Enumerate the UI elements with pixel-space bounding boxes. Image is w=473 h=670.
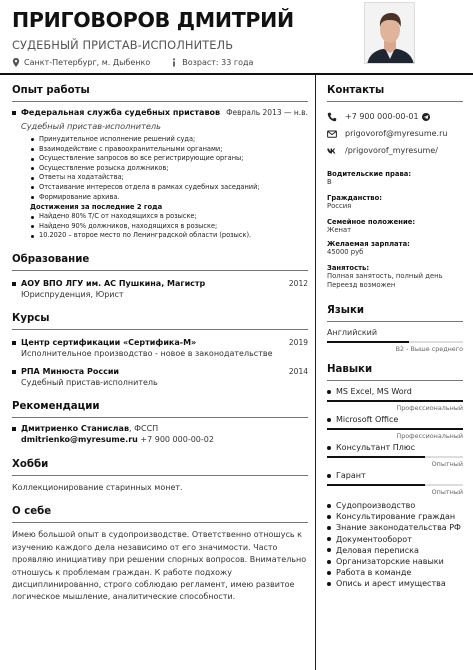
about-text: Имею большой опыт в судопроизводстве. Ответственно отношусь к изучению каждого дела независимо от его значимости. Часто проявляю инициативу при решении спорных вопросов. Внимательно отношусь к проблемам граждан. К работе подхожу дисциплинированно, строго соблюдаю регламент, имею развитое логическое мышление, аналитические способности. (12, 530, 307, 602)
achievements-heading: Достижения за последние 2 года (30, 203, 163, 212)
header-divider (0, 73, 473, 75)
language-level-bar (327, 341, 463, 343)
skill-name: Microsoft Office (327, 415, 463, 424)
specialty: Юриспруденция, Юрист (21, 289, 124, 299)
skill-level: Опытный (431, 488, 463, 496)
license-label: Водительские права: (327, 170, 412, 178)
employment-dates: Февраль 2013 — н.в. (226, 108, 308, 117)
section-title-about: О себе (12, 506, 308, 523)
location-text: Санкт-Петербург, м. Дыбенко (24, 58, 151, 67)
email-link[interactable]: prigovorof@myresume.ru (345, 129, 448, 138)
level-fill (327, 428, 463, 430)
course-year: 2014 (288, 366, 308, 376)
section-title-recommendations: Рекомендации (12, 401, 308, 418)
list-item: Принудительное исполнение решений суда; (30, 135, 308, 145)
salary-label: Желаемая зарплата: (327, 240, 410, 248)
employer-name: Федеральная служба судебных приставов (12, 108, 220, 117)
section-title-languages: Языки (327, 305, 463, 322)
list-item: Документооборот (327, 534, 463, 545)
recommendations-section (12, 401, 308, 444)
list-item: Отстаивание интересов отдела в рамках судебных заседаний; (30, 183, 308, 193)
section-title-education: Образование (12, 254, 308, 271)
skills-section (327, 364, 463, 590)
citizenship-value: Россия (327, 202, 352, 210)
age-text: Возраст: 33 года (182, 58, 254, 67)
skill-name: Гарант (327, 471, 463, 480)
course-year: 2019 (288, 337, 308, 347)
section-title-experience: Опыт работы (12, 85, 308, 102)
vk-icon (327, 146, 337, 156)
course-name: РПА Минюста России (12, 367, 119, 376)
about-section (12, 506, 308, 603)
profile-photo (364, 2, 415, 64)
skill-level-bar (327, 456, 463, 458)
resume-header (12, 6, 362, 67)
school-name: АОУ ВПО ЛГУ им. АС Пушкина, Магистр (12, 279, 205, 288)
list-item: Деловая переписка (327, 545, 463, 556)
recommender-org: , ФССП (129, 423, 159, 433)
contact-phone (327, 111, 463, 122)
language-name: Английский (327, 328, 378, 337)
level-fill (327, 341, 409, 343)
list-item: Знание законодательства РФ (327, 522, 463, 533)
skill-level: Опытный (431, 460, 463, 468)
graduation-year: 2012 (288, 278, 308, 288)
recommender-phone: +7 900 000-00-02 (140, 434, 214, 444)
skill-name: Консультант Плюс (327, 443, 463, 452)
experience-section (12, 85, 308, 241)
list-item: Работа в команде (327, 567, 463, 578)
list-item: Взаимодействие с правоохранительными органами; (30, 145, 308, 155)
section-title-skills: Навыки (327, 364, 463, 381)
skill-level-bar (327, 484, 463, 486)
course-desc: Судебный пристав-исполнитель (21, 377, 158, 387)
level-fill (327, 456, 425, 458)
vk-link[interactable]: /prigovorof_myresume/ (345, 146, 438, 155)
languages-section (327, 305, 463, 353)
recommender-email[interactable]: dmitrienko@myresume.ru (21, 434, 138, 444)
skill-level: Профессиональный (396, 432, 463, 440)
education-section (12, 254, 308, 299)
sidebar-column (327, 85, 463, 590)
column-divider (315, 75, 316, 670)
skill-level-bar (327, 428, 463, 430)
citizenship-label: Гражданство: (327, 194, 382, 202)
recommender-name: Дмитриенко Станислав (12, 424, 129, 433)
list-item: Найдено 90% должников, находящихся в розыске; (30, 222, 308, 232)
section-title-contacts: Контакты (327, 85, 463, 102)
skill-name: MS Excel, MS Word (327, 387, 463, 396)
list-item: Организаторские навыки (327, 556, 463, 567)
job-role: Судебный пристав-исполнитель (21, 121, 161, 131)
list-item: Консультирование граждан (327, 511, 463, 522)
section-title-hobby: Хобби (12, 459, 308, 476)
salary-value: 45000 руб (327, 248, 364, 256)
list-item: Судопроизводство (327, 500, 463, 511)
location-pin-icon (12, 58, 20, 67)
contact-vk (327, 145, 463, 156)
marital-label: Семейное положение: (327, 218, 416, 226)
employment-label: Занятость: (327, 264, 370, 272)
employment-value: Полная занятость, полный день (327, 272, 443, 280)
hobby-section (12, 459, 308, 494)
other-skills-list (327, 500, 463, 590)
duties-list (30, 135, 308, 202)
relocation-value: Переезд возможен (327, 281, 396, 289)
course-name: Центр сертификации «Сертифика-М» (12, 338, 196, 347)
contact-email (327, 128, 463, 139)
personal-meta (12, 58, 362, 67)
list-item: Осуществление запросов во все регистрирующие органы; (30, 154, 308, 164)
list-item: 10.2020 – второе место по Ленинградской области (розыск). (30, 231, 308, 241)
section-title-courses: Курсы (12, 313, 308, 330)
level-fill (327, 484, 425, 486)
list-item: Ответы на ходатайства; (30, 173, 308, 183)
hobby-text: Коллекционирование старинных монет. (12, 482, 183, 492)
list-item: Найдено 80% Т/С от находящихся в розыске; (30, 212, 308, 222)
skill-level: Профессиональный (396, 404, 463, 412)
phone-icon (327, 112, 337, 122)
skill-level-bar (327, 400, 463, 402)
info-icon (170, 58, 178, 67)
level-fill (327, 400, 463, 402)
language-level: B2 - Выше среднего (395, 345, 463, 353)
achievements-list (30, 212, 308, 241)
telegram-icon[interactable] (422, 113, 430, 121)
list-item: Опись и арест имущества (327, 578, 463, 589)
courses-section (12, 313, 308, 387)
job-title: СУДЕБНЫЙ ПРИСТАВ-ИСПОЛНИТЕЛЬ (12, 38, 234, 52)
phone-number: +7 900 000-00-01 (345, 112, 419, 121)
contacts-section (327, 85, 463, 290)
list-item: Формирование архива. (30, 193, 308, 203)
main-column (12, 85, 308, 604)
list-item: Осуществление розыска должников; (30, 164, 308, 174)
marital-value: Женат (327, 226, 352, 234)
course-desc: Исполнительное производство - новое в законодательстве (21, 348, 273, 358)
license-value: B (327, 178, 332, 186)
person-name: ПРИГОВОРОВ ДМИТРИЙ (12, 8, 294, 32)
email-icon (327, 129, 337, 139)
